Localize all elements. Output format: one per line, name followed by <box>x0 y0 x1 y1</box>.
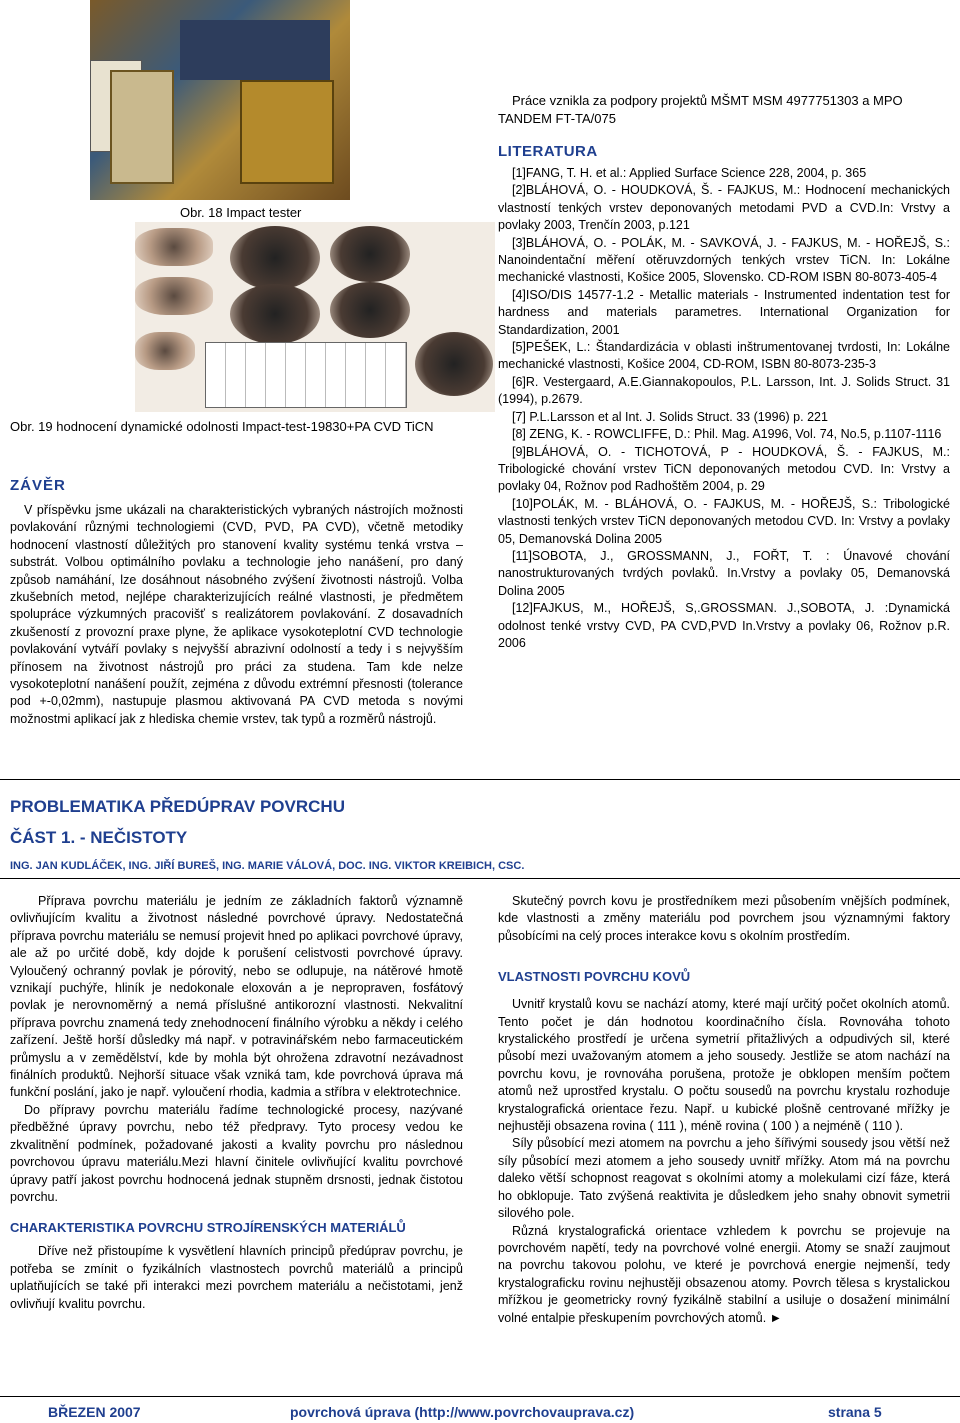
paragraph: Do přípravy povrchu materiálu řadíme technologické procesy, nazývané předběžné úpravy povrchu, nebo též předpravy. Tyto procesy vedou ke zkvalitnění podmínek, požadované jakosti a kvality povrchu pro následnou povrchovou úpravu materiálu.Mezi hlavní činitele ovlivňující kvalitu povrchové úpravy patří jakost povrchu hodnocená jednak stupněm drsnosti, jednak čistotou povrchu. <box>10 1102 463 1204</box>
paragraph: Dříve než přistoupíme k vysvětlení hlavních principů předúprav povrchu, je potřeba se zmínit o fyzikálních vlastnostech povrchů materiálů a principů uplatňujících se také při interakci mezi povrchem materiálu a nečistotami, jenž ovlivňují kvalitu povrchu. <box>10 1244 463 1311</box>
paragraph: Příprava povrchu materiálu je jedním ze základních faktorů významně ovlivňujícím kvalitu a životnost následné povrchové úpravy. Nedostatečná příprava povrchu materiálu se nemusí projevit hned po aplikaci povrchové úpravy, ale až po určité době, kdy dojde k porušení celistvosti povrchové úpravy. Vyloučený ochranný povlak je pórovitý, nebo se odlupuje, na nátěrové hmotě vznikají puchýře, hliník je nedokonale eloxován a je nepropraven, fosfátový povlak je nerovnoměrný a nemá příslušné antikorozní vlastnosti. Nekvalitní příprava povrchu znamená tedy znehodnocení finálního výrobku a někdy i celého zařízení. Ještě horší důsledky má např. v potravinářském nebo farmaceutickém průmyslu a v zemědělství, kde by mohla být ohrožena zdravotní nezávadnost finálních produktů. Nejhorší situace však vzniká tam, kde povrchová úprava má funkční poslání, jako je např. vyloučení rhodia, kadmia a stříbra v elektrotechnice. <box>10 894 463 1100</box>
references-list <box>498 165 950 652</box>
reference-item: [8] ZENG, K. - ROWCLIFFE, D.: Phil. Mag. A1996, Vol. 74, No.5, p.1107-1116 <box>512 427 942 442</box>
fig19-caption: Obr. 19 hodnocení dynamické odolnosti Impact-test-19830+PA CVD TiCN <box>10 419 434 434</box>
paragraph: Uvnitř krystalů kovu se nachází atomy, které mají určitý počet okolních atomů. Tento počet je dán hodnotou koordinačního čísla. Rovnováha tohoto krystalického prostředí je určena symetrií přitažlivých a odpudivých sil, které působí mezi uvažovaným atomem a jeho sousedy. Jestliže se atom nachází na povrchu kovu, je rovnováha porušena, protože je obklopen menším počtem atomů než uprostřed krystalu. O počtu sousedů na povrchu krystalu rozhoduje krystalografická orientace řezu. Např. u kubické plošně centrované mřížky je nejhustěji obsazena rovina ( 111 ), méně rovina ( 100 ) a nejméně ( 110 ). <box>498 997 950 1134</box>
footer-page-number: strana 5 <box>828 1404 882 1420</box>
reference-item: [9]BLÁHOVÁ, O. - TICHOTOVÁ, P - HOUDKOVÁ, Š. - FAJKUS, M.: Tribologické chování vrstev TiCN deponovaných metodou CVD. In: Vrstvy a povlaky 04, Rožnov pod Radhoštěm 2004, p. 29 <box>498 444 950 494</box>
acknowledgement: Práce vznikla za podpory projektů MŠMT MSM 4977751303 a MPO TANDEM FT-TA/075 <box>498 93 903 126</box>
reference-item: [10]POLÁK, M. - BLÁHOVÁ, O. - FAJKUS, M. - HOŘEJŠ, S.: Tribologické vlastnosti tenkých vrstev TiCN deponovaných metodou CVD. In: Vrstvy a povlaky 05, Demanovská Dolina 2005 <box>498 496 950 546</box>
section-heading: VLASTNOSTI POVRCHU KOVŮ <box>498 969 691 985</box>
footer-divider <box>0 1396 960 1397</box>
paragraph: Skutečný povrch kovu je prostředníkem mezi působením vnějších podmínek, kde vlastnosti a změny materiálu pod povrchem jsou významnými faktory působícími na celý proces interakce kovu s okolním prostředím. <box>498 894 950 943</box>
reference-item: [2]BLÁHOVÁ, O. - HOUDKOVÁ, Š. - FAJKUS, M.: Hodnocení mechanických vlastností tenkých vrstev deponovaných metodami PVD a CVD.In: Vrstvy a povlaky 2003, Trenčín 2003, p.121 <box>498 183 950 233</box>
reference-item: [6]R. Vestergaard, A.E.Giannakopoulos, P.L. Larsson, Int. J. Solids Struct. 31 (1994), p.2679. <box>498 374 950 407</box>
reference-item: [7] P.L.Larsson et al Int. J. Solids Struct. 33 (1996) p. 221 <box>512 409 828 424</box>
page-footer <box>0 1398 960 1423</box>
reference-item: [5]PEŠEK, L.: Štandardizácia v oblasti inštrumentovanej tvrdosti, In: Lokálne mechanické vlastnosti, Košice 2004, CD-ROM, ISBN 80-8073-235-3 <box>498 340 950 372</box>
literature-heading: LITERATURA <box>498 143 598 160</box>
reference-item: [3]BLÁHOVÁ, O. - POLÁK, M. - SAVKOVÁ, J. - FAJKUS, M. - HOŘEJŠ, S.: Nanoindentační měření otěruvzdorných tenkých vrstev TiCN. In: Lokálne mechanické vlastnosti, Košice 2005, Slovensko. CD-ROM ISBN 80-8073-405-4 <box>498 235 950 285</box>
footer-date: BŘEZEN 2007 <box>48 1404 141 1420</box>
reference-item: [1]FANG, T. H. et al.: Applied Surface Science 228, 2004, p. 365 <box>512 166 867 180</box>
authors: ING. JAN KUDLÁČEK, ING. JIŘÍ BUREŠ, ING. MARIE VÁLOVÁ, DOC. ING. VIKTOR KREIBICH, CSC. <box>10 860 525 872</box>
paragraph: Různá krystalografická orientace vzhledem k povrchu se projevuje na povrchovém napětí, tedy na povrchové volné energii. Atomy se snaží zaujmout na povrchu takovou polohu, ve které je povrchová energie nejmenší, tedy krystalograficku rovinu nejhustěji obsazenou atomy. Povrch tělesa s krystalickou mřížkou je geometricky rovný fyzikálně stabilní a usiluje o dosažení minimální volné entalpie přeskupením povrchových atomů. ► <box>498 1223 950 1325</box>
reference-item: [11]SOBOTA, J., GROSSMANN, J., FOŘT, T. : Únavové chování nanostrukturovaných tvrdých povlaků. In.Vrstvy a povlaky 05, Demanovská Dolina 2005 <box>498 548 950 598</box>
article-subtitle: ČÁST 1. - NEČISTOTY <box>10 828 188 847</box>
article-title: PROBLEMATIKA PŘEDÚPRAV POVRCHU <box>10 797 345 816</box>
authors-divider <box>0 878 960 879</box>
paragraph: Síly působící mezi atomem na povrchu a jeho šířivými sousedy jsou větší než síly působící mezi atomem a jeho sousedy uvnitř mřížky. Atom má na povrchu daleko větší schopnost reagovat s okolními atomy a molekulami cizí fáze, která ho obklopuje. Tato zvýšená reaktivita je důsledkem jeho snahy obnovit symetrii silového pole. <box>498 1136 950 1221</box>
fig18-caption: Obr. 18 Impact tester <box>180 205 302 220</box>
zaver-text: V příspěvku jsme ukázali na charakteristických vybraných nástrojích možnosti povlakování různými technologiemi (CVD, PVD, PA CVD), včetně metodiky hodnocení vlastností důležitých pro stanovení kvality systému tenká vrstva – substrát. Volbou optimálního povlaku a technologie jeho nanášení, pro daný způsob namáhání, lze dosáhnout násobného zvýšení životnosti nástrojů. Volba zkušebních metod, nejlépe charakterizujících reálné vlastnosti, je předmětem spolupráce výzkumných pracovišť s realizátorem povlakování. Z dosavadních zkušeností z provozní praxe plyne, že aplikace vysokoteplotní CVD technologie povlakování vytváří povlaky s nejvyšší abrazivní odolností a tedy i s nejvyšším přínosem na životnost nástrojů pro práci za studena. Tam kde nelze vysokoteplotní nanášení použít, zejména z důvodu extrémní přesnosti (tolerance pod +-0,02mm), nastupuje plasmou aktivovaná PA CVD metoda s novými možnostmi aplikací jak z hlediska chemie vrstev, tak typů a rozměrů nástrojů. <box>10 503 463 726</box>
section-heading: CHARAKTERISTIKA POVRCHU STROJÍRENSKÝCH MATERIÁLŮ <box>10 1220 406 1236</box>
footer-site[interactable]: povrchová úprava (http://www.povrchovauprava.cz) <box>290 1404 635 1420</box>
reference-item: [12]FAJKUS, M., HOŘEJŠ, S,.GROSSMAN. J.,SOBOTA, J. :Dynamická odolnost tenké vrstvy CVD, PA CVD,PVD In.Vrstvy a povlaky 06, Rožnov p.R. 2006 <box>498 601 950 650</box>
impact-tester-photo <box>90 0 350 200</box>
left-column <box>10 893 463 1313</box>
right-column <box>498 893 950 1327</box>
impact-test-figure <box>135 222 495 412</box>
section-divider <box>0 779 960 780</box>
zaver-heading: ZÁVĚR <box>10 477 66 494</box>
reference-item: [4]ISO/DIS 14577-1.2 - Metallic materials - Instrumented indentation test for hardness and materials parametres. International Organization for Standardization, 2001 <box>498 287 950 337</box>
